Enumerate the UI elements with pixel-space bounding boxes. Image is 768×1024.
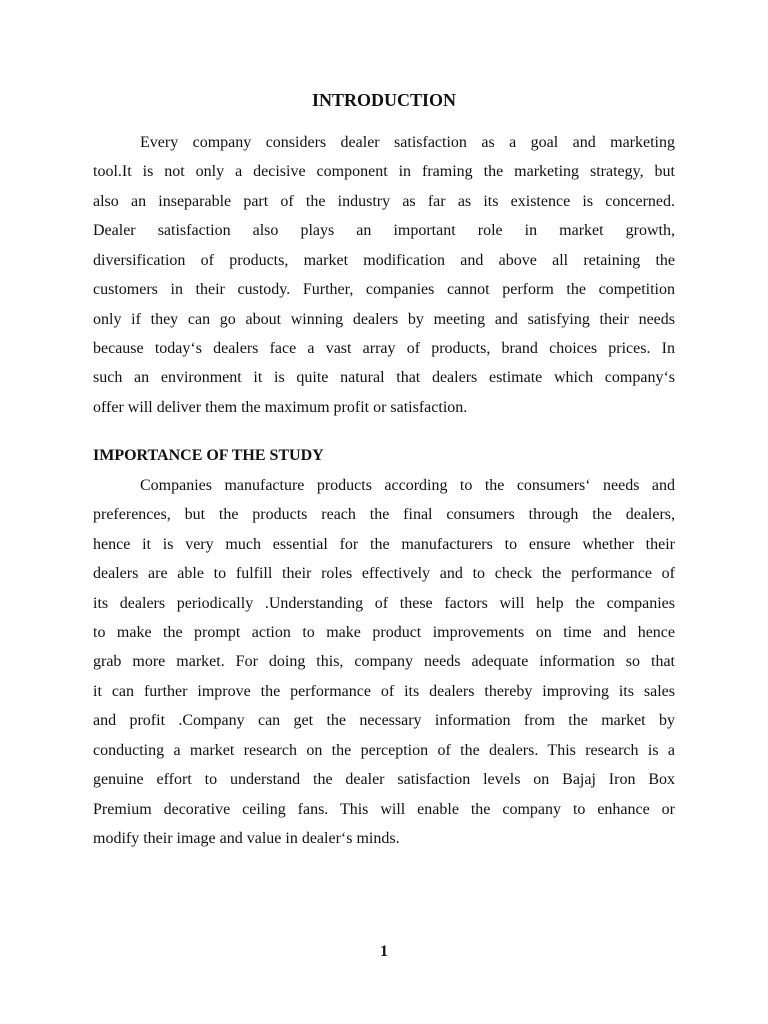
intro-line: Every company considers dealer satisfaction as a goal and marketing [140, 134, 675, 151]
page-number: 1 [380, 943, 388, 960]
study-line: Premium decorative ceiling fans. This will enable the company to enhance or [93, 801, 675, 818]
intro-line: diversification of products, market modification and above all retaining the [93, 252, 675, 269]
intro-line: tool.It is not only a decisive component in framing the marketing strategy, but [93, 163, 675, 180]
study-line: preferences, but the products reach the final consumers through the dealers, [93, 506, 675, 523]
study-line: it can further improve the performance of its dealers thereby improving its sales [93, 683, 675, 700]
intro-line: Dealer satisfaction also plays an important role in market growth, [93, 222, 675, 239]
intro-line: offer will deliver them the maximum profit or satisfaction. [93, 399, 468, 416]
intro-line: customers in their custody. Further, companies cannot perform the competition [93, 281, 675, 298]
study-line: grab more market. For doing this, company needs adequate information so that [93, 653, 675, 670]
study-line: genuine effort to understand the dealer satisfaction levels on Bajaj Iron Box [93, 771, 675, 788]
intro-line: only if they can go about winning dealers by meeting and satisfying their needs [93, 311, 675, 328]
intro-line: because today‘s dealers face a vast array of products, brand choices prices. In [93, 340, 675, 357]
study-line: dealers are able to fulfill their roles effectively and to check the performance of [93, 565, 675, 582]
study-line: conducting a market research on the perception of the dealers. This research is a [93, 742, 675, 759]
section-heading: IMPORTANCE OF THE STUDY [93, 447, 324, 464]
page-title: INTRODUCTION [311, 90, 457, 110]
intro-line: also an inseparable part of the industry as far as its existence is concerned. [93, 193, 675, 210]
study-line: modify their image and value in dealer‘s minds. [93, 830, 400, 847]
study-line: Companies manufacture products according to the consumers‘ needs and [140, 477, 675, 494]
intro-line: such an environment it is quite natural that dealers estimate which company‘s [93, 369, 675, 386]
study-line: to make the prompt action to make product improvements on time and hence [93, 624, 675, 641]
study-line: hence it is very much essential for the manufacturers to ensure whether their [93, 536, 675, 553]
study-line: its dealers periodically .Understanding of these factors will help the companies [93, 595, 675, 612]
study-line: and profit .Company can get the necessary information from the market by [93, 712, 675, 729]
